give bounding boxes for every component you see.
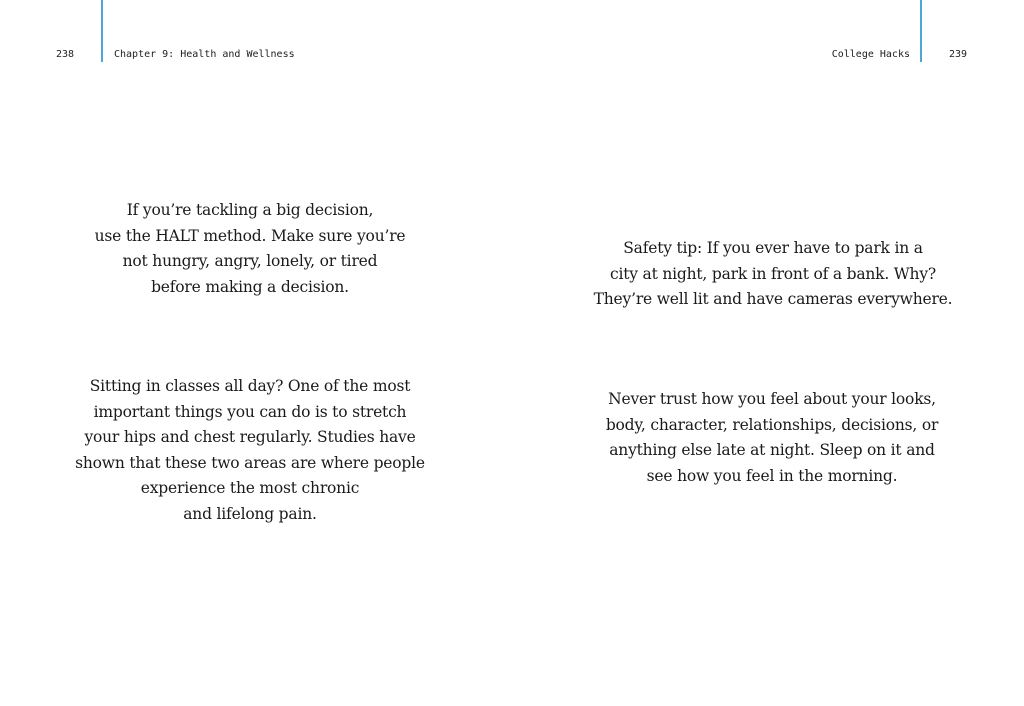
- tip-line: and lifelong pain.: [183, 504, 317, 523]
- tip-line: see how you feel in the morning.: [646, 466, 898, 485]
- tip-line: body, character, relationships, decisions, or: [605, 415, 939, 434]
- right-page: [512, 0, 1024, 706]
- tip-line: If you’re tackling a big decision,: [126, 201, 374, 219]
- page-number-right: 239: [949, 49, 968, 60]
- tip-line: anything else late at night. Sleep on it and: [609, 441, 935, 459]
- tip-line: not hungry, angry, lonely, or tired: [122, 252, 378, 270]
- tip-park-at-bank: [542, 236, 1004, 313]
- header-rule-right: [920, 0, 922, 62]
- tip-line: before making a decision.: [151, 277, 349, 296]
- page-number-left: 238: [56, 49, 75, 60]
- tip-line: city at night, park in front of a bank. Why?: [610, 264, 936, 283]
- tip-halt-method: [40, 198, 460, 300]
- tip-line: Sitting in classes all day? One of the most: [89, 377, 411, 395]
- running-head-right: College Hacks: [831, 49, 910, 60]
- running-head-left: Chapter 9: Health and Wellness: [114, 49, 295, 60]
- header-rule-left: [101, 0, 103, 62]
- tip-line: Safety tip: If you ever have to park in a: [623, 239, 923, 257]
- tip-line: experience the most chronic: [140, 479, 360, 497]
- tip-line: use the HALT method. Make sure you’re: [94, 226, 406, 245]
- tip-line: shown that these two areas are where people: [75, 453, 425, 472]
- tip-line: important things you can do is to stretch: [93, 402, 407, 421]
- tip-line: Never trust how you feel about your looks,: [608, 390, 936, 408]
- tip-sleep-on-it: [552, 387, 992, 489]
- tip-line: They’re well lit and have cameras everywhere.: [593, 290, 953, 308]
- tip-line: your hips and chest regularly. Studies have: [84, 428, 416, 446]
- tip-stretch-hips: [40, 374, 460, 527]
